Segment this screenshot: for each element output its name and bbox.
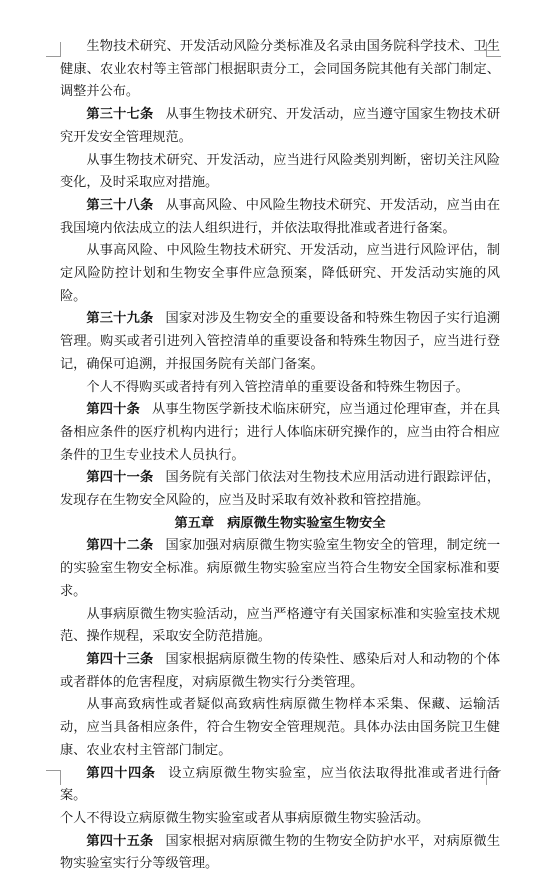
paragraph [60, 377, 500, 400]
article-number: 第四十一条 [86, 470, 154, 486]
article-paragraph [60, 535, 500, 603]
paragraph-text: 从事高风险、中风险生物技术研究、开发活动，应当由在我国境内依法成立的法人组织进行，并依法取得批准或者进行备案。 [60, 197, 501, 236]
chapter-title: 第五章 病原微生物实验室生物安全 [174, 515, 386, 531]
article-number: 第三十九条 [86, 311, 154, 327]
article-paragraph [60, 649, 500, 694]
article-paragraph [60, 104, 500, 149]
article-number: 第四十二条 [86, 538, 154, 554]
article-paragraph [60, 831, 500, 876]
paragraph-text: 个人不得设立病原微生物实验室或者从事病原微生物实验活动。 [60, 810, 430, 826]
paragraph-text: 国家加强对病原微生物实验室生物安全的管理，制定统一的实验室生物安全标准。病原微生物实验室应当符合生物安全国家标准和要求。 [60, 538, 501, 599]
paragraph-text: 国家根据病原微生物的传染性、感染后对人和动物的个体或者群体的危害程度，对病原微生物实行分类管理。 [60, 651, 501, 690]
paragraph-text: 个人不得购买或者持有列入管控清单的重要设备和特殊生物因子。 [86, 379, 469, 395]
article-paragraph [60, 195, 500, 240]
article-number: 第四十三条 [86, 651, 154, 667]
article-number: 第四十四条 [86, 765, 156, 781]
article-number: 第三十七条 [86, 107, 154, 123]
paragraph-text: 国家对涉及生物安全的重要设备和特殊生物因子实行追溯管理。购买或者引进列入管控清单的重要设备和特殊生物因子，应当进行登记，确保可追溯，并报国务院有关部门备案。 [60, 311, 501, 372]
article-number: 第四十五条 [86, 833, 154, 849]
paragraph-text: 设立病原微生物实验室，应当依法取得批准或者进行备案。 [60, 765, 500, 804]
paragraph [60, 150, 500, 195]
paragraph-text: 从事生物技术研究、开发活动，应当遵守国家生物技术研究开发安全管理规范。 [60, 107, 501, 145]
paragraph-text: 从事高风险、中风险生物技术研究、开发活动，应当进行风险评估，制定风险防控计划和生物安全事件应急预案，降低研究、开发活动实施的风险。 [60, 243, 500, 304]
article-paragraph [60, 399, 500, 467]
paragraph-text: 从事高致病性或者疑似高致病性病原微生物样本采集、保藏、运输活动，应当具备相应条件，符合生物安全管理规范。具体办法由国务院卫生健康、农业农村主管部门制定。 [60, 697, 500, 758]
paragraph-text: 国务院有关部门依法对生物技术应用活动进行跟踪评估，发现存在生物安全风险的，应当及时采取有效补救和管控措施。 [60, 470, 501, 509]
article-paragraph [60, 308, 500, 376]
crop-mark-bottom-left [46, 770, 61, 785]
paragraph-text: 国家根据对病原微生物的生物安全防护水平，对病原微生物实验室实行分等级管理。 [60, 833, 501, 872]
document-body [60, 36, 500, 876]
paragraph [60, 604, 500, 649]
crop-mark-top-left [46, 42, 61, 57]
paragraph [60, 36, 500, 104]
paragraph [60, 808, 500, 831]
article-number: 第四十条 [86, 402, 140, 418]
paragraph-text: 从事病原微生物实验活动，应当严格遵守有关国家标准和实验室技术规范、操作规程，采取安全防范措施。 [60, 606, 500, 645]
paragraph-text: 从事生物医学新技术临床研究，应当通过伦理审查，并在具备相应条件的医疗机构内进行；进行人体临床研究操作的，应当由符合相应条件的卫生专业技术人员执行。 [60, 402, 501, 463]
paragraph [60, 694, 500, 762]
paragraph-text: 从事生物技术研究、开发活动，应当进行风险类别判断，密切关注风险变化，及时采取应对措施。 [60, 152, 500, 191]
paragraph-text: 生物技术研究、开发活动风险分类标准及名录由国务院科学技术、卫生健康、农业农村等主管部门根据职责分工，会同国务院其他有关部门制定、调整并公布。 [60, 39, 500, 100]
article-paragraph [60, 763, 500, 808]
article-number: 第三十八条 [86, 197, 154, 213]
article-paragraph [60, 467, 500, 512]
paragraph [60, 240, 500, 308]
